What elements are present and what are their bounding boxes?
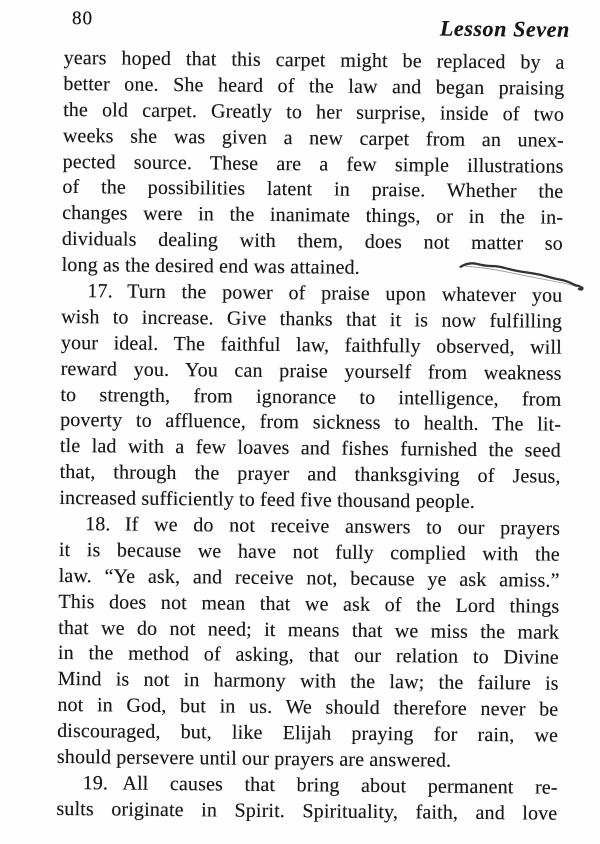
text-line: discouraged, but, like Elijah praying for rain, we — [57, 720, 559, 747]
text-line-paragraph-19-start: 19. All causes that bring about permanent re- — [82, 772, 558, 799]
text-line: should persevere until our prayers are answered. — [56, 745, 452, 772]
text-line: dividuals dealing with them, does not matter so — [61, 228, 563, 255]
text-line: better one. She heard of the law and began praising — [63, 72, 565, 100]
text-line: pected source. These are a few simple illustrations — [62, 150, 564, 178]
text-line: in the method of asking, that our relation to Divine — [57, 642, 560, 670]
text-line: tle lad with a few loaves and fishes furnished the seed — [59, 435, 561, 463]
text-line: sults originate in Spirit. Spirituality, faith, and love — [56, 797, 558, 825]
text-line: reward you. You can praise yourself from weakness — [60, 357, 562, 385]
text-line: poverty to affluence, from sickness to health. The lit- — [60, 409, 562, 437]
text-line: that, through the prayer and thanksgiving of Jesus, — [59, 461, 561, 488]
page-number: 80 — [71, 8, 94, 30]
text-line: of the possibilities latent in praise. Whether the — [62, 176, 564, 204]
text-line: This does not mean that we ask of the Lord things — [58, 590, 560, 618]
text-line: long as the desired end was attained. — [61, 254, 360, 279]
text-line: the old carpet. Greatly to her surprise, inside of two — [63, 98, 565, 126]
running-title: Lesson Seven — [439, 15, 571, 42]
text-line: to strength, from ignorance to intelligence, from — [60, 383, 562, 411]
text-line: your ideal. The faithful law, faithfully observed, will — [60, 331, 562, 359]
text-line-paragraph-17-start: 17. Turn the power of praise upon whatever you — [87, 280, 563, 307]
text-line: law. “Ye ask, and receive not, because ye ask amiss.” — [58, 564, 560, 592]
text-line: years hoped that this carpet might be replaced by a — [63, 46, 565, 74]
text-line-paragraph-18-start: 18. If we do not receive answers to our prayers — [85, 513, 561, 540]
text-line: weeks she was given a new carpet from an unex- — [62, 124, 564, 152]
text-line: changes were in the inanimate things, or in the in- — [62, 202, 564, 230]
text-line: Mind is not in harmony with the law; the failure is — [57, 668, 559, 696]
text-line: not in God, but in us. We should therefore never be — [57, 694, 559, 721]
text-line: increased sufficiently to feed five thousand people. — [59, 487, 476, 514]
text-line: wish to increase. Give thanks that it is now fulfilling — [61, 305, 563, 333]
text-line: it is because we have not fully complied with the — [58, 538, 560, 566]
page-header — [64, 8, 570, 45]
text-line: that we do not need; it means that we miss the mark — [58, 616, 560, 644]
page-body — [56, 46, 564, 827]
